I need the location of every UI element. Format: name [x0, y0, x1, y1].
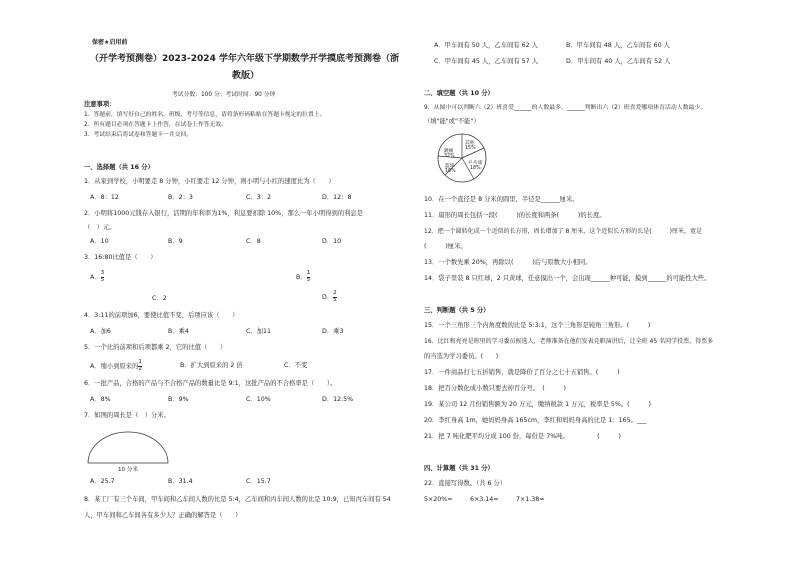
- q2-option-b[interactable]: B．9: [168, 238, 183, 245]
- paper-title-line2: 教版）: [232, 71, 260, 81]
- question-7: 7．如图的周长是（ ）分米。: [84, 412, 170, 419]
- question-18: 18．把百分数化成小数只要去掉百分号。 ( ): [424, 385, 567, 392]
- question-5: 5．一个比的前项和后项都乘 2，它的比值（ ）: [84, 344, 227, 351]
- q6-option-c[interactable]: C．10%: [246, 396, 271, 403]
- section-2-heading: 二、填空题（共 10 分）: [424, 90, 494, 97]
- q8-option-d[interactable]: D．甲车间有 40 人，乙车间有 52 人: [566, 58, 671, 65]
- section-1-heading: 一、选择题（共 16 分）: [84, 164, 154, 171]
- secret-mark: 保密★启用前: [92, 39, 128, 46]
- q5-option-c[interactable]: C．不变: [284, 362, 308, 369]
- fraction-denominator: 5: [100, 276, 105, 283]
- q8-option-c[interactable]: C．甲车间有 45 人，乙车间有 57 人: [434, 58, 538, 65]
- q1-option-a[interactable]: A．8：12: [90, 194, 119, 201]
- q8-option-b[interactable]: B．甲车间有 48 人，乙车间有 60 人: [566, 42, 670, 49]
- pie-pct-qita: 15%: [465, 146, 476, 151]
- question-12: 12．把一个圆转化成一个近似的长方形，周长增加了 8 厘米，这个近似长方形的长是( )厘米，宽是: [424, 228, 702, 235]
- question-16: 16．比红和亮亮是班里的学习委员候选人，老师准备在他们发表竞职演讲后，让全班 45 名同学投票，得票多: [424, 338, 714, 345]
- right-column: [424, 0, 770, 562]
- question-6: 6．一批产品，合格的产品与不合格产品的数量比是 9:1，这批产品的不合格率是（ ）。: [84, 380, 337, 387]
- note-item: 1．答题前，填写好自己的姓名、班级、考号等信息，请将条形码粘贴在答题卡规定的位置上。: [84, 112, 326, 118]
- question-1: 1．从家到学校，小明要走 8 分钟，小红要走 12 分钟，则小明与小红的速度比为（ ）: [84, 178, 335, 185]
- note-item: 3．考试结束后将试卷和答题卡一并交回。: [84, 132, 193, 138]
- q6-option-b[interactable]: B．9%: [168, 396, 189, 403]
- calc-item: 5×20%=: [424, 496, 453, 503]
- question-12-cont: ( )厘米。: [424, 243, 467, 250]
- figure-diameter-label: 10 分米: [117, 467, 139, 472]
- question-3: 3．16:80比值是（ ）: [84, 254, 157, 261]
- fraction-denominator: 2: [138, 365, 142, 372]
- q7-option-b[interactable]: B．31.4: [168, 478, 193, 485]
- q3-option-d[interactable]: [322, 291, 337, 303]
- q3-option-a-fraction: [101, 271, 105, 283]
- q4-option-d[interactable]: D．乘3: [322, 328, 344, 335]
- fraction-numerator: 1: [306, 270, 311, 276]
- note-item: 2．所有题目必须在答题卡上作答，在试卷上作答无效。: [84, 122, 227, 128]
- paper-title-line1: （开学考预测卷）2023-2024 学年六年级下学期数学开学摸底考预测卷（浙: [90, 54, 399, 64]
- q5-option-a-label: A．缩小到原来的: [90, 363, 139, 371]
- q5-option-a[interactable]: [90, 360, 142, 372]
- question-13: 13．一个数先乘 20%，再除以( )后与原数大小相同。: [424, 259, 592, 266]
- q5-option-a-fraction: [138, 360, 142, 372]
- question-16-cont: 的当选为学习委员。( ): [424, 353, 499, 360]
- section-3-heading: 三、判断题（共 5 分）: [424, 307, 490, 314]
- calc-item: 6×3.14=: [470, 496, 499, 503]
- question-4: 4．3:11的前项加6，要使比值不变，后项应该（ ）: [84, 312, 239, 319]
- q4-option-b[interactable]: B．乘4: [168, 328, 189, 335]
- q5-option-b[interactable]: B．扩大到原来的 2 倍: [180, 362, 243, 369]
- q6-option-d[interactable]: D．12.5%: [322, 396, 354, 403]
- fraction-numerator: 1: [138, 359, 142, 365]
- pie-label-pingpang: 乒乓球: [468, 161, 483, 166]
- pie-pct-pingpang: 18%: [470, 166, 481, 171]
- q3-option-b-label: B．: [296, 274, 307, 282]
- pie-pct-lanqiu: 18%: [445, 169, 456, 174]
- q1-option-c[interactable]: C．3：2: [246, 194, 272, 201]
- q6-option-a[interactable]: A．8%: [90, 396, 111, 403]
- q3-option-d-label: D．: [322, 294, 334, 302]
- q1-option-b[interactable]: B．2：3: [168, 194, 193, 201]
- question-20: 20．李红身高 1m，她妈妈身高 165cm，李红和妈妈身高的比是 1：165。___: [424, 417, 647, 424]
- fraction-numerator: 2: [333, 290, 337, 296]
- section-4-heading: 四、计算题（共 31 分）: [424, 465, 494, 472]
- question-9: 9．从图中可以判断六（2）班喜爱______的人数最多，______判断出六（2）班喜爱哪项体育活动人数最少。: [424, 105, 707, 111]
- fraction-denominator: 5: [306, 276, 311, 283]
- question-10: 10．在一个直径是 8 分米的圆里，半径是______厘米。: [424, 196, 579, 203]
- fraction-numerator: 3: [100, 270, 105, 276]
- question-14: 14．袋子里装 8 只红球，2 只黄球，任意摸出一个，会出现______种可能，摸到______的可能性大些。: [424, 275, 711, 282]
- pie-chart: [432, 128, 496, 188]
- q3-option-c[interactable]: C．2: [152, 295, 167, 302]
- pie-pct-tiaosheng: 32%: [444, 154, 455, 159]
- question-21: 21．把 7 吨化肥平均分成 100 份，每份是 7%吨。 ( ): [424, 433, 621, 440]
- q3-option-b[interactable]: [296, 271, 310, 283]
- question-2: 2．小明将1000元钱存入银行，活期的年利率为1%，利息要扣除 10%，那么一年小明得到的利息是: [84, 210, 364, 217]
- question-15: 15．一个三角形三个内角度数的比是 5:3:1，这个三角形是钝角三角形。( ): [424, 322, 651, 329]
- q3-option-a-label: A．: [90, 274, 101, 282]
- left-column: [84, 0, 402, 562]
- q2-option-a[interactable]: A．10: [90, 238, 109, 245]
- notes-heading: 注意事项：: [84, 101, 116, 108]
- q2-option-c[interactable]: C．8: [246, 238, 261, 245]
- fraction-denominator: 5: [333, 296, 337, 303]
- pie-label-lanqiu: 篮球: [445, 164, 455, 169]
- pie-label-qita: 其他: [465, 141, 475, 146]
- exam-meta: 考试分数：100 分；考试时间：90 分钟: [172, 92, 276, 98]
- q1-option-d[interactable]: D．12：8: [322, 194, 352, 201]
- calc-item: 7×1.38=: [516, 496, 545, 503]
- question-2-cont: （ ）元。: [84, 224, 116, 231]
- question-19: 19．某公司 12 月份销售额为 20 万元，缴纳税款 1 万元，税率是 5%。( ): [424, 401, 651, 408]
- question-9-hint: （填"能"或"不能"）: [424, 118, 480, 125]
- question-22: 22．直接写得数。（共 6 分）: [424, 480, 507, 487]
- q2-option-d[interactable]: D．10: [322, 238, 342, 245]
- question-8: 8．某工厂有三个车间，甲车间和乙车间人数的比是 5:4，乙车间和丙车间人数的比是 10:9，已知丙车间有 54: [84, 496, 391, 503]
- q4-option-a[interactable]: A．加6: [90, 328, 111, 335]
- q3-option-a[interactable]: [90, 271, 104, 283]
- q7-option-a[interactable]: A．25.7: [90, 478, 115, 485]
- q3-option-b-fraction: [307, 271, 311, 283]
- q3-option-d-fraction: [333, 291, 337, 303]
- q7-option-c[interactable]: C．15.7: [246, 478, 271, 485]
- question-8-cont: 人，甲车间和乙车间各有多少人？正确的解答是（ ）: [84, 512, 242, 519]
- semicircle-figure: [84, 428, 174, 472]
- q8-option-a[interactable]: A．甲车间有 50 人，乙车间有 62 人: [434, 42, 538, 49]
- pie-label-tiaosheng: 跳绳: [444, 149, 454, 154]
- q4-option-c[interactable]: C．加11: [246, 328, 272, 335]
- question-11: 11．扇形的周长包括一段( )的长度和两条( )的长度。: [424, 212, 606, 219]
- question-17: 17．一件商品打七五折销售，就是降价了百分之七十五销售。( ): [424, 369, 620, 376]
